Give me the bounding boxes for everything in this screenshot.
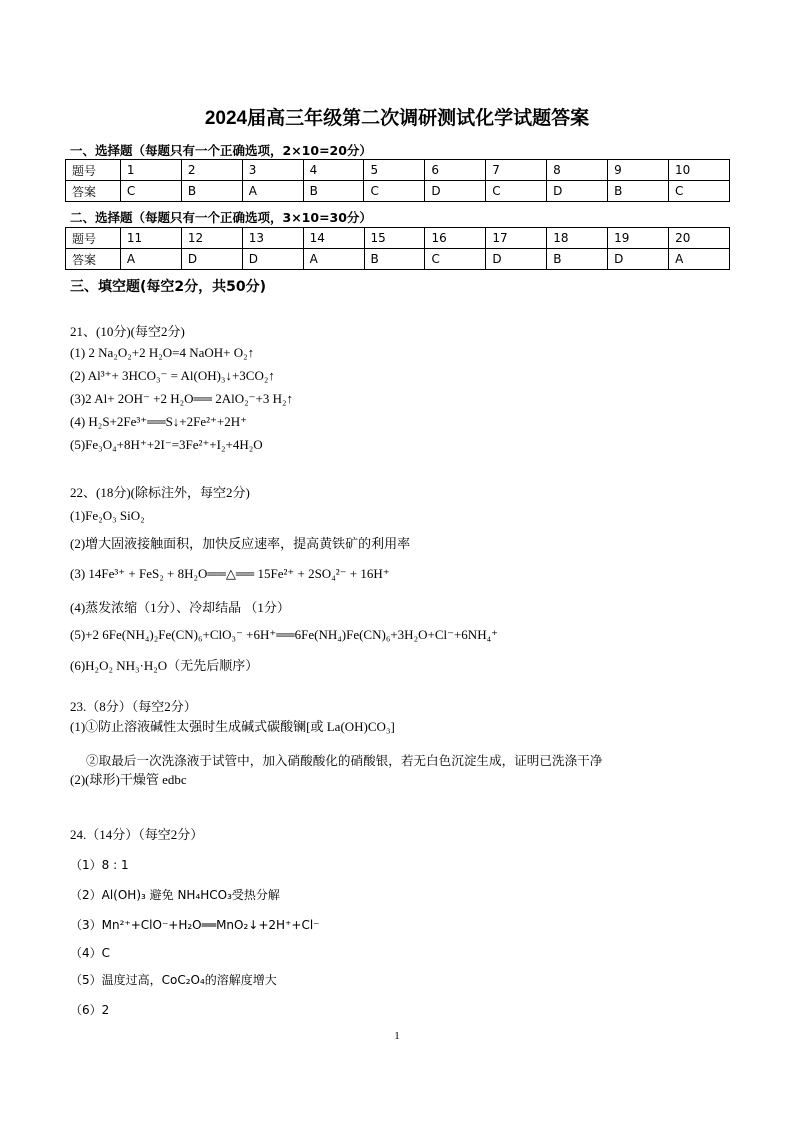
q21-answer-1: (1) 2 Na₂O₂+2 H₂O=4 NaOH+ O₂↑ — [70, 345, 255, 360]
question-number: 4 — [303, 160, 364, 181]
question-number: 16 — [425, 228, 486, 249]
q24-answer-3: （3）Mn²⁺+ClO⁻+H₂O══MnO₂↓+2H⁺+Cl⁻ — [70, 918, 320, 932]
q22-answer-1: (1)Fe₂O₃ SiO₂ — [70, 508, 145, 523]
table-row — [66, 181, 730, 202]
question-number: 15 — [364, 228, 425, 249]
answer-cell: B — [608, 181, 669, 202]
answer-cell: A — [303, 249, 364, 270]
section3-heading: 三、填空题(每空2分，共50分) — [70, 279, 267, 295]
q23-answer-2: ②取最后一次洗涤液于试管中，加入硝酸酸化的硝酸银，若无白色沉淀生成，证明已洗涤干净 — [86, 754, 603, 768]
answer-cell: C — [668, 181, 729, 202]
question-number: 12 — [181, 228, 242, 249]
answer-cell: D — [547, 181, 608, 202]
q23-answer-1: (1)①防止溶液碱性太强时生成碱式碳酸镧[或 La(OH)CO₃] — [70, 719, 395, 734]
q23-header: 23.（8分）（每空2分） — [70, 699, 197, 714]
q21-header: 21、(10分)(每空2分) — [70, 324, 185, 339]
question-number: 2 — [181, 160, 242, 181]
question-number: 11 — [120, 228, 181, 249]
q24-answer-5: （5）温度过高，CoC₂O₄的溶解度增大 — [70, 973, 277, 987]
question-number: 14 — [303, 228, 364, 249]
answer-cell: C — [120, 181, 181, 202]
question-number: 18 — [547, 228, 608, 249]
question-number: 17 — [486, 228, 547, 249]
q21-answer-2: (2) Al³⁺+ 3HCO₃⁻ = Al(OH)₃↓+3CO₂↑ — [70, 368, 275, 383]
q22-answer-6: (6)H₂O₂ NH₃·H₂O（无先后顺序） — [70, 658, 259, 673]
answer-cell: A — [120, 249, 181, 270]
answer-cell: C — [486, 181, 547, 202]
question-number: 8 — [547, 160, 608, 181]
section2-heading: 二、选择题（每题只有一个正确选项，3×10=30分） — [70, 210, 372, 225]
row-label: 题号 — [66, 228, 121, 249]
answer-cell: B — [547, 249, 608, 270]
answer-cell: D — [425, 181, 486, 202]
q24-answer-4: （4）C — [70, 946, 111, 960]
answer-cell: C — [364, 181, 425, 202]
q24-answer-6: （6）2 — [70, 1003, 110, 1017]
q23-answer-3: (2)(球形)干燥管 edbc — [70, 772, 187, 787]
table-row — [66, 228, 730, 249]
row-label: 题号 — [66, 160, 121, 181]
answer-cell: D — [608, 249, 669, 270]
question-number: 13 — [242, 228, 303, 249]
row-label: 答案 — [66, 181, 121, 202]
question-number: 1 — [120, 160, 181, 181]
q22-answer-4: (4)蒸发浓缩（1分）、冷却结晶 （1分） — [70, 600, 290, 615]
section2-answer-table — [65, 227, 730, 270]
table-row — [66, 160, 730, 181]
question-number: 6 — [425, 160, 486, 181]
question-number: 7 — [486, 160, 547, 181]
answer-cell: B — [181, 181, 242, 202]
answer-cell: A — [242, 181, 303, 202]
page-number: 1 — [394, 1030, 400, 1042]
q24-answer-2: （2）Al(OH)₃ 避免 NH₄HCO₃受热分解 — [70, 888, 280, 902]
question-number: 5 — [364, 160, 425, 181]
answer-cell: D — [486, 249, 547, 270]
answer-cell: B — [364, 249, 425, 270]
answer-cell: C — [425, 249, 486, 270]
section1-heading: 一、选择题（每题只有一个正确选项，2×10=20分） — [70, 143, 372, 158]
q21-answer-5: (5)Fe₃O₄+8H⁺+2I⁻=3Fe²⁺+I₂+4H₂O — [70, 437, 263, 452]
answer-cell: B — [303, 181, 364, 202]
q24-header: 24.（14分）（每空2分） — [70, 827, 204, 842]
answer-cell: D — [242, 249, 303, 270]
question-number: 19 — [608, 228, 669, 249]
section1-answer-table — [65, 159, 730, 202]
q22-header: 22、(18分)(除标注外，每空2分) — [70, 485, 250, 500]
answer-cell: D — [181, 249, 242, 270]
q21-answer-3: (3)2 Al+ 2OH⁻ +2 H₂O══ 2AlO₂⁻+3 H₂↑ — [70, 391, 294, 406]
table-row — [66, 249, 730, 270]
answer-cell: A — [669, 249, 730, 270]
q22-answer-2: (2)增大固液接触面积，加快反应速率，提高黄铁矿的利用率 — [70, 536, 411, 551]
q24-answer-1: （1）8 : 1 — [70, 858, 129, 872]
q22-answer-3: (3) 14Fe³⁺ + FeS₂ + 8H₂O══△══ 15Fe²⁺ + 2SO₄²⁻ + 16H⁺ — [70, 566, 390, 581]
q22-answer-5: (5)+2 6Fe(NH₄)₂Fe(CN)₆+ClO₃⁻ +6H⁺══6Fe(NH₄)Fe(CN)₆+3H₂O+Cl⁻+6NH₄⁺ — [70, 627, 498, 642]
question-number: 10 — [668, 160, 729, 181]
question-number: 3 — [242, 160, 303, 181]
page-title: 2024届高三年级第二次调研测试化学试题答案 — [204, 108, 590, 129]
row-label: 答案 — [66, 249, 121, 270]
question-number: 20 — [669, 228, 730, 249]
q21-answer-4: (4) H₂S+2Fe³⁺══S↓+2Fe²⁺+2H⁺ — [70, 414, 247, 429]
question-number: 9 — [608, 160, 669, 181]
